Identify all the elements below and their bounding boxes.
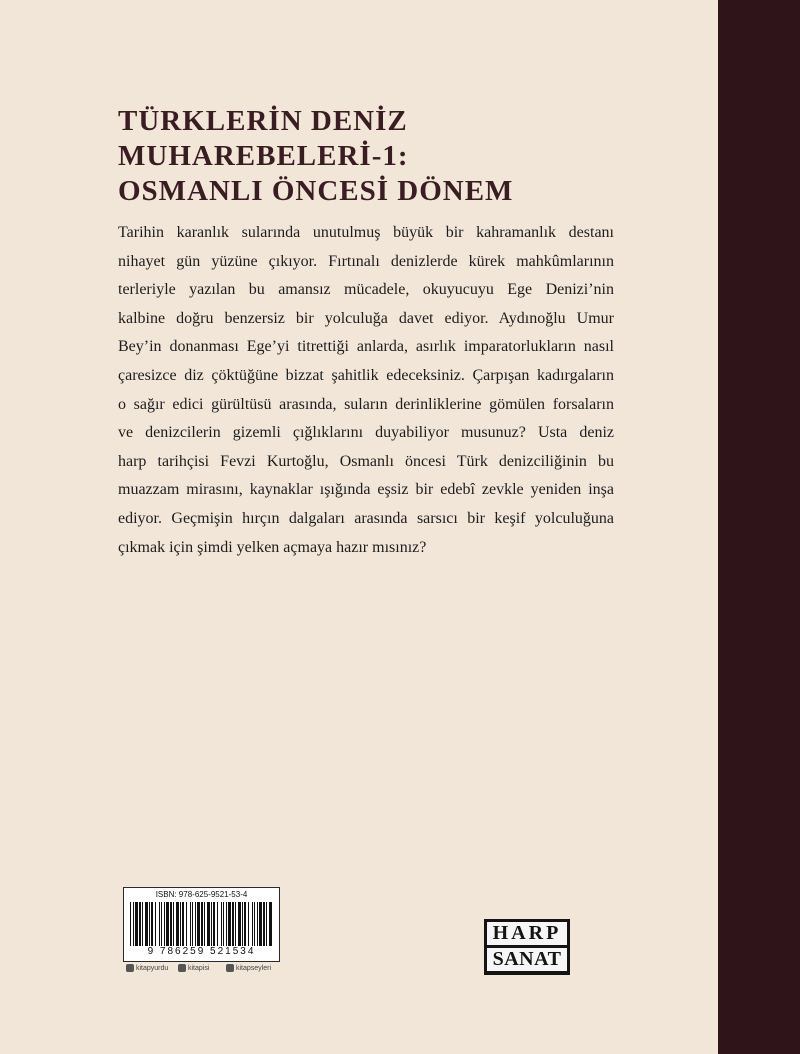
retailer-logos [126, 964, 286, 978]
retailer-logo [126, 964, 168, 972]
retailer-icon [226, 964, 234, 972]
retailer-name: kitapisi [188, 964, 210, 972]
blurb-line: çıkmak için şimdi yelken açmaya hazır mısınız? [118, 538, 427, 556]
blurb-line: Tarihin karanlık sularında unutulmuş büyük bir kahramanlık destanı [118, 224, 614, 241]
blurb-line: o sağır edici gürültüsü arasında, suların derinliklerine gömülen forsaların [118, 395, 614, 413]
blurb-line: muazzam mirasını, kaynaklar ışığında eşsiz bir edebî zevkle yeniden inşa [118, 481, 614, 499]
isbn-barcode [123, 887, 280, 962]
publisher-logo-line: HARP [487, 922, 567, 945]
blurb-line: harp tarihçisi Fevzi Kurtoğlu, Osmanlı öncesi Türk denizciliğinin bu [118, 452, 614, 470]
blurb-line: çaresizce diz çöktüğüne bizzat şahitlik edeceksiniz. Çarpışan kadırgaların [118, 366, 614, 384]
back-cover-blurb [118, 219, 614, 562]
isbn-label: ISBN: 978-625-9521-53-4 [155, 890, 248, 899]
retailer-logo [226, 964, 271, 972]
title-line: TÜRKLERİN DENİZ [118, 105, 408, 137]
barcode-number: 9 786259 521534 [147, 946, 256, 957]
title-line: MUHAREBELERİ-1: [118, 140, 409, 172]
book-title [118, 104, 513, 209]
spine-strip [718, 0, 800, 1054]
blurb-line: ediyor. Geçmişin hırçın dalgaları arasında sarsıcı bir keşif yolculuğuna [118, 509, 614, 527]
blurb-line: nihayet gün yüzüne çıkıyor. Fırtınalı denizlerde kürek mahkûmlarının [118, 252, 614, 270]
blurb-line: terleriyle yazılan bu amansız mücadele, okuyucuyu Ege Denizi’nin [118, 281, 614, 299]
retailer-icon [126, 964, 134, 972]
blurb-line: kalbine doğru benzersiz bir yolculuğa davet ediyor. Aydınoğlu Umur [118, 309, 614, 327]
publisher-logo [484, 919, 570, 975]
publisher-logo-line: SANAT [487, 948, 567, 971]
barcode-bars-icon [130, 902, 273, 946]
blurb-line: ve denizcilerin gizemli çığlıklarını duyabiliyor musunuz? Usta deniz [118, 424, 614, 442]
title-line: OSMANLI ÖNCESİ DÖNEM [118, 175, 514, 207]
retailer-logo [178, 964, 209, 972]
retailer-name: kitapseyleri [236, 964, 272, 972]
blurb-line: Bey’in donanması Ege’yi titrettiği anlarda, asırlık imparatorlukların nasıl [118, 338, 614, 356]
retailer-icon [178, 964, 186, 972]
retailer-name: kitapyurdu [136, 964, 169, 972]
